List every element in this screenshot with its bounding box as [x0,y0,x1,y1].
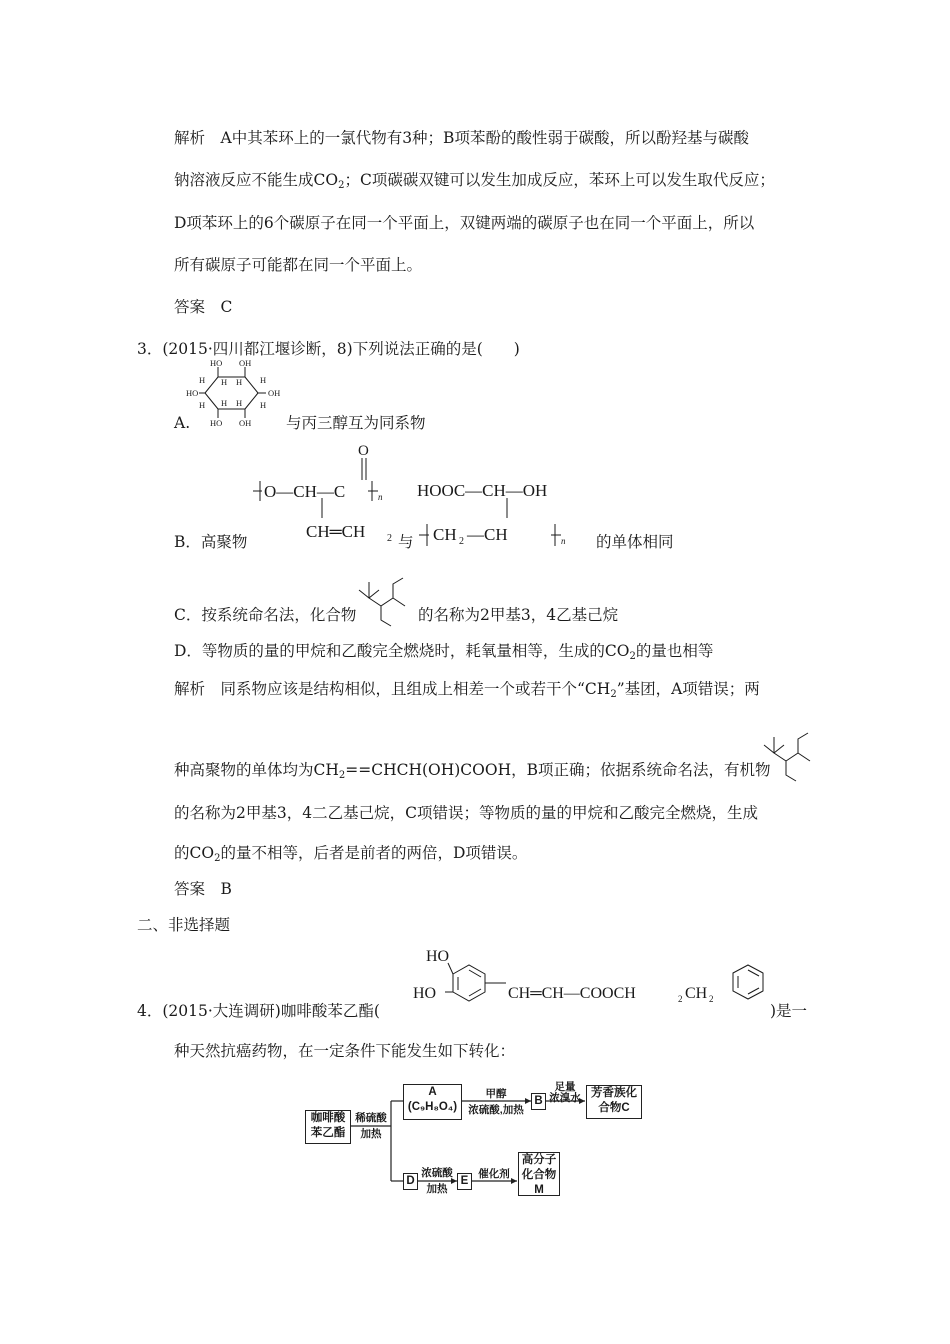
svg-text:H: H [236,398,243,408]
q3-analysis-line2: 种高聚物的单体均为$CH_2==CHCH(OH)COOH$，B项正确；依据系统命名法，有机物 [174,761,771,781]
svg-text:O—CH—C: O—CH—C [264,482,346,501]
svg-text:CH═CH—COOCH: CH═CH—COOCH [508,985,636,1002]
svg-text:2: 2 [678,994,683,1004]
q3-analysis-line1: 解析 同系物应该是结构相似，且组成上相差一个或若干个“$CH_2$”基团，A项错误；两 [174,680,760,700]
q3-answer: 答案 B [174,880,232,898]
svg-text:H: H [199,375,206,385]
flow-cond1-top: 稀硫酸 [355,1112,387,1124]
svg-text:OH: OH [239,358,252,368]
flow-m-text: 高分子化合物 [521,1154,557,1181]
flow-cond4-bot: 加热 [426,1183,448,1195]
flow-cond3-bot: 浓溴水 [549,1092,581,1104]
q3-analysis-line4: 的$CO_2$的量不相等，后者是前者的两倍，D项错误。 [174,844,528,864]
svg-text:HOOC—CH—OH: HOOC—CH—OH [417,481,548,500]
q3-analysis-line3: 的名称为2甲基3，4二乙基己烷，C项错误；等物质的量的甲烷和乙酸完全燃烧，生成 [174,804,758,822]
svg-text:2: 2 [709,994,714,1004]
option-b-end: 的单体相同 [596,533,674,551]
svg-text:H: H [260,400,267,410]
q2-analysis-line2: 钠溶液反应不能生成$CO_2$；C项碳碳双键可以发生加成反应，苯环上可以发生取代反应； [174,171,775,191]
flow-box-a [403,1084,462,1120]
flow-cond1-bot: 加热 [360,1128,382,1140]
q4-stem-2: )是一 [770,1002,808,1020]
svg-text:n: n [561,536,566,546]
q2-analysis-line3: D项苯环上的6个碳原子在同一个平面上，双键两端的碳原子也在同一个平面上，所以 [174,214,755,232]
q4-stem-1: 4．(2015·大连调研)咖啡酸苯乙酯( [137,1002,380,1020]
svg-text:HO: HO [210,418,223,428]
svg-text:n: n [378,492,383,502]
svg-text:HO: HO [426,948,450,965]
flow-cond2-top: 甲醇 [485,1088,507,1100]
svg-text:HO: HO [413,985,437,1002]
option-c-text-2: 的名称为2甲基3，4乙基己烷 [418,606,619,624]
flow-a-formula: (C₉H₈O₄) [407,1101,458,1113]
flow-box-m [518,1152,560,1196]
svg-text:2: 2 [459,536,464,547]
option-a-text: 与丙三醇互为同系物 [286,414,426,432]
option-b-polymer-1 [250,440,400,550]
option-c-skeleton [357,576,417,628]
svg-text:H: H [221,398,228,408]
flow-box-e: E [457,1173,472,1190]
q4-stem-line2: 种天然抗癌药物，在一定条件下能发生如下转化： [174,1042,516,1060]
svg-text:H: H [221,377,228,387]
option-b-label: B．高聚物 [174,533,248,551]
flow-a-label: A [428,1086,437,1098]
svg-text:H: H [199,400,206,410]
option-b-polymer-2 [415,470,605,550]
flowchart [305,1082,655,1197]
flow-box-c: 芳香族化合物C [586,1085,642,1119]
caffeate-structure [408,942,778,1022]
flow-cond2-bot: 浓硫酸,加热 [468,1104,524,1116]
svg-text:OH: OH [268,388,281,398]
q3-stem: 3．(2015·四川都江堰诊断，8)下列说法正确的是( ) [137,340,520,358]
svg-text:HO: HO [186,388,199,398]
option-d-text: D．等物质的量的甲烷和乙酸完全燃烧时，耗氧量相等，生成的$CO_2$的量也相等 [174,642,714,662]
svg-text:CH═CH: CH═CH [306,522,366,541]
svg-text:O: O [358,443,369,459]
svg-text:—CH: —CH [467,525,508,544]
q2-analysis-line4: 所有碳原子可能都在同一个平面上。 [174,256,423,274]
flow-box-b: B [531,1093,546,1110]
analysis-skeleton [762,731,822,783]
option-c-text-1: C．按系统命名法，化合物 [174,606,357,624]
q2-answer: 答案 C [174,298,233,316]
svg-text:CH: CH [685,985,708,1002]
svg-text:HO: HO [210,358,223,368]
section-heading: 二、非选择题 [137,916,231,934]
flow-cond4-top: 浓硫酸 [421,1167,453,1179]
option-a-label: A. [174,414,191,432]
option-b-mid: 与 [398,533,414,551]
svg-text:2: 2 [387,533,392,544]
q2-analysis-line1: 解析 A中其苯环上的一氯代物有3种；B项苯酚的酸性弱于碳酸，所以酚羟基与碳酸 [174,129,749,147]
svg-text:OH: OH [239,418,252,428]
svg-text:CH: CH [433,525,457,544]
flow-cond3-top: 足量 [554,1081,576,1093]
svg-text:H: H [260,375,267,385]
flow-cond5-top: 催化剂 [478,1168,510,1180]
flow-start-box: 咖啡酸苯乙酯 [305,1110,351,1144]
flow-m-label: M [534,1184,544,1196]
svg-text:H: H [236,377,243,387]
flow-box-d: D [403,1173,418,1190]
